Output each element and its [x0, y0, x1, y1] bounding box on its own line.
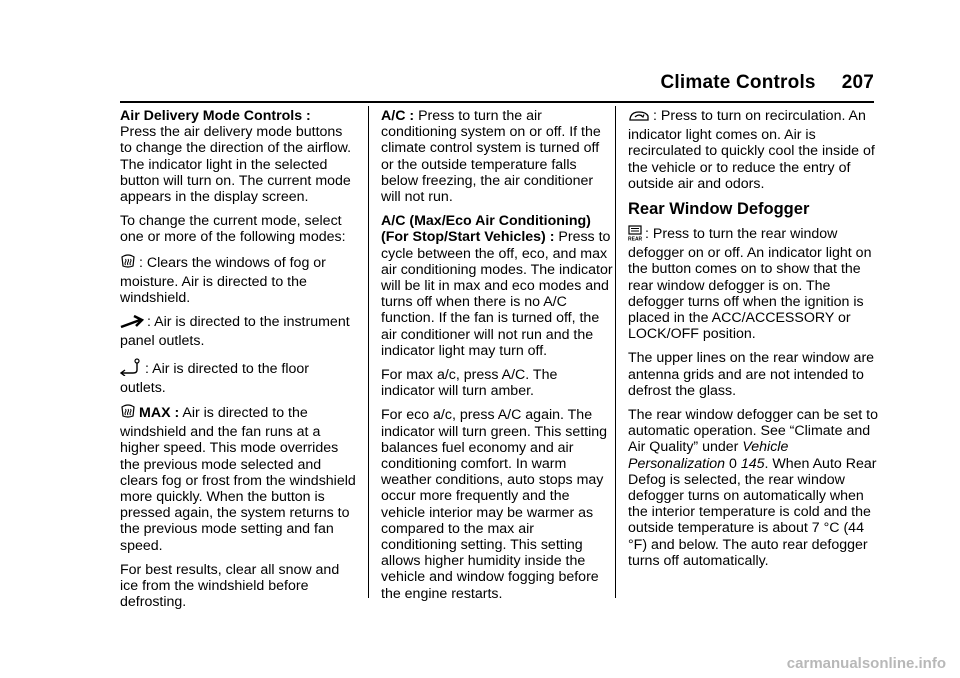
- auto-text-2: . When Auto Rear Defog is selected, the rear window defogger turns on automatically when the interior temperature is cold and the outside temperature is about 7 °C (44 °F) and below. The auto rear defogger turns off automatically.: [628, 455, 877, 569]
- defrost-text: : Clears the windows of fog or moisture. Air is directed to the windshield.: [120, 254, 326, 307]
- auto-text-1: The rear window defogger can be set to automatic operation. See “Climate and Air Quality” under: [628, 407, 879, 456]
- max-label: MAX :: [139, 405, 180, 422]
- paragraph: [628, 108, 878, 192]
- paragraph: [120, 404, 356, 554]
- paragraph: To change the current mode, select one or more of the following modes:: [120, 213, 346, 246]
- paragraph: [120, 254, 356, 307]
- vehicle-personalization-link[interactable]: Vehicle Personalization: [628, 439, 789, 472]
- mode-controls-body: Press the air delivery mode buttons to change the direction of the airflow. The indicator light in the selected button will turn on. The current mode appears in the display screen.: [120, 124, 352, 206]
- recirculation-text: : Press to turn on recirculation. An indicator light comes on. Air is recirculated to quickly cool the inside of the vehicle or to reduce the entry of outside air and odors.: [628, 108, 875, 192]
- mode-controls-heading: Air Delivery Mode Controls :: [120, 108, 311, 124]
- paragraph: [628, 407, 878, 569]
- paragraph: [120, 314, 356, 349]
- page-ref-arrow: 0: [728, 455, 737, 472]
- column-divider: [368, 106, 369, 598]
- floor-text: : Air is directed to the floor outlets.: [120, 360, 310, 396]
- max-text: Air is directed to the windshield and the fan runs at a higher speed. This mode overrides the previous mode selected and clears fog or frost from the windshield more quickly. When the button is pressed again, the system returns to the previous mode setting and fan speed.: [120, 405, 356, 554]
- maxeco-label: A/C (Max/Eco Air Conditioning) (For Stop/Start Vehicles) :: [381, 213, 591, 246]
- page-ref[interactable]: 145: [740, 455, 765, 472]
- paragraph: For eco a/c, press A/C again. The indicator will turn green. This setting balances fuel economy and air conditioning comfort. In warm weather conditions, auto stops may occur more frequently and the vehicle interior may be warmer as compared to the max air conditioning setting. This setting allows higher humidity inside the vehicle and window fogging before the engine restarts.: [381, 407, 608, 602]
- paragraph: [381, 213, 613, 359]
- watermark: carmanualsonline.info: [786, 655, 946, 672]
- vent-text: : Air is directed to the instrument panel outlets.: [120, 314, 350, 350]
- column-3: [628, 108, 878, 577]
- paragraph: [120, 108, 356, 205]
- paragraph: [120, 358, 356, 396]
- defrost-max-icon: [120, 404, 136, 424]
- floor-icon: [120, 358, 142, 380]
- defrost-icon: [120, 254, 136, 274]
- defogger-heading: Rear Window Defogger: [628, 200, 810, 219]
- page-number: 207: [841, 72, 874, 93]
- paragraph: [628, 225, 878, 342]
- rear-defog-icon: [628, 225, 642, 245]
- defogger-text: : Press to turn the rear window defogger on or off. An indicator light on the button comes on to show that the rear window defogger is on. The defogger turns off when the ignition is placed in the ACC/ACCESSORY or LOCK/OFF position.: [628, 226, 872, 343]
- column-2: [381, 108, 613, 610]
- header-rule: [120, 101, 874, 103]
- paragraph: The upper lines on the rear window are antenna grids and are not intended to defrost the glass.: [628, 350, 875, 399]
- paragraph: For max a/c, press A/C. The indicator will turn amber.: [381, 367, 558, 400]
- ac-label: A/C :: [381, 108, 415, 124]
- paragraph: [381, 108, 613, 205]
- vent-icon: [120, 315, 144, 333]
- column-divider: [615, 106, 616, 598]
- svg-text:REAR: REAR: [628, 236, 642, 242]
- maxeco-text: Press to cycle between the off, eco, and max air conditioning modes. The indicator will be lit in max and eco modes and turns off when there is no A/C function. If the fan is turned off, the air conditioner will not run and the indicator light may turn off.: [381, 229, 613, 359]
- page-header: [660, 72, 874, 94]
- ac-text: Press to turn the air conditioning system on or off. If the climate control system is turned off or the outside temperature falls below freezing, the air conditioner will not run.: [381, 108, 601, 206]
- paragraph: For best results, clear all snow and ice from the windshield before defrosting.: [120, 561, 340, 611]
- recirculation-icon: [628, 109, 650, 127]
- section-title: Climate Controls: [660, 72, 816, 93]
- column-1: [120, 108, 356, 618]
